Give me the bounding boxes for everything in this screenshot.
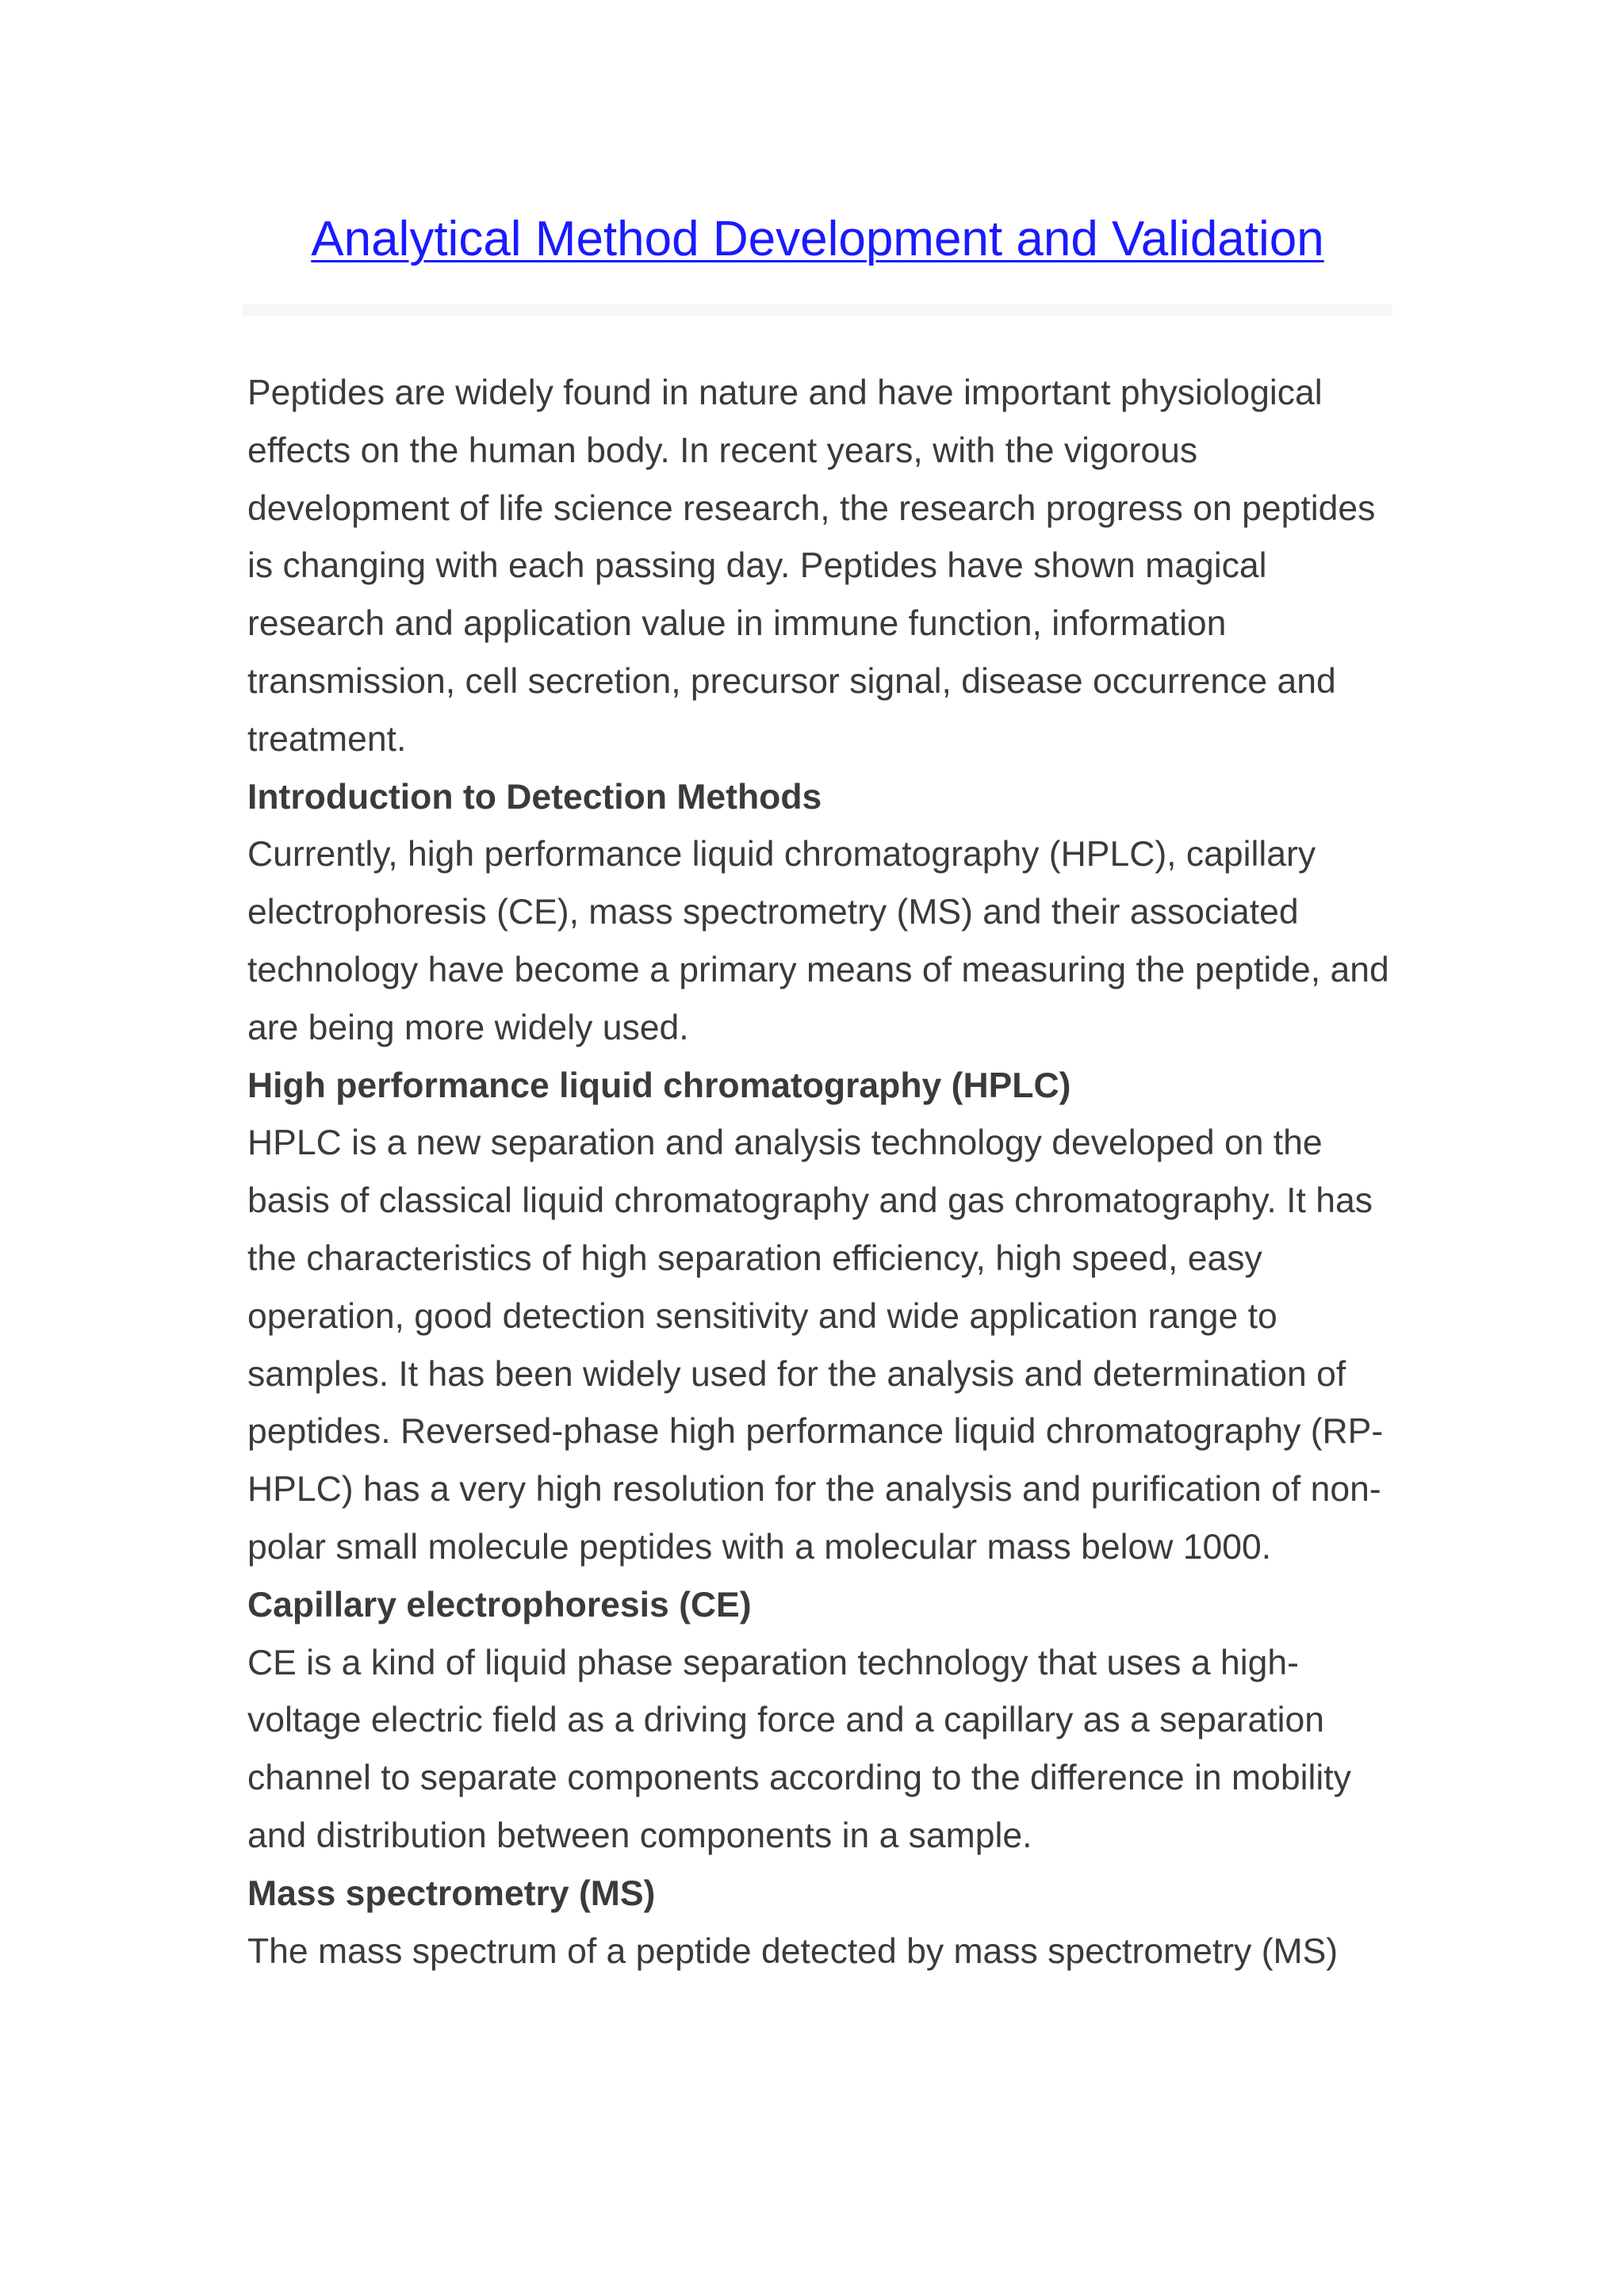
section-heading-hplc: High performance liquid chromatography (HPLC): [247, 1066, 1071, 1105]
section-heading-ms: Mass spectrometry (MS): [247, 1873, 656, 1913]
intro-paragraph: Peptides are widely found in nature and have important physiological effects on the human body. In recent years, with the vigorous development of life science research, the research progress on peptides is changing with each passing day. Peptides have shown magical research and application value in immune function, information transmission, cell secretion, precursor signal, disease occurrence and treatment.: [247, 373, 1376, 759]
article-body: [247, 365, 1397, 1980]
page-title: [243, 208, 1392, 271]
section-body-hplc: HPLC is a new separation and analysis technology developed on the basis of classical liquid chromatography and gas chromatography. It has the characteristics of high separation efficiency, high speed, easy operation, good detection sensitivity and wide application range to samples. It has been widely used for the analysis and determination of peptides. Reversed-phase high performance liquid chromatography (RP-HPLC) has a very high resolution for the analysis and purification of non-polar small molecule peptides with a molecular mass below 1000.: [247, 1123, 1384, 1567]
title-link[interactable]: Analytical Method Development and Validation: [311, 212, 1324, 266]
section-body-ms: The mass spectrum of a peptide detected by mass spectrometry (MS): [247, 1931, 1339, 1971]
section-body-ce: CE is a kind of liquid phase separation technology that uses a high-voltage electric field as a driving force and a capillary as a separation channel to separate components according to the difference in mobility and distribution between components in a sample.: [247, 1643, 1351, 1855]
section-body-detection-methods: Currently, high performance liquid chromatography (HPLC), capillary electrophoresis (CE), mass spectrometry (MS) and their associated technology have become a primary means of measuring the peptide, and are being more widely used.: [247, 835, 1389, 1047]
section-heading-ce: Capillary electrophoresis (CE): [247, 1585, 752, 1624]
section-heading-detection-methods: Introduction to Detection Methods: [247, 777, 822, 817]
title-divider: [243, 304, 1392, 316]
